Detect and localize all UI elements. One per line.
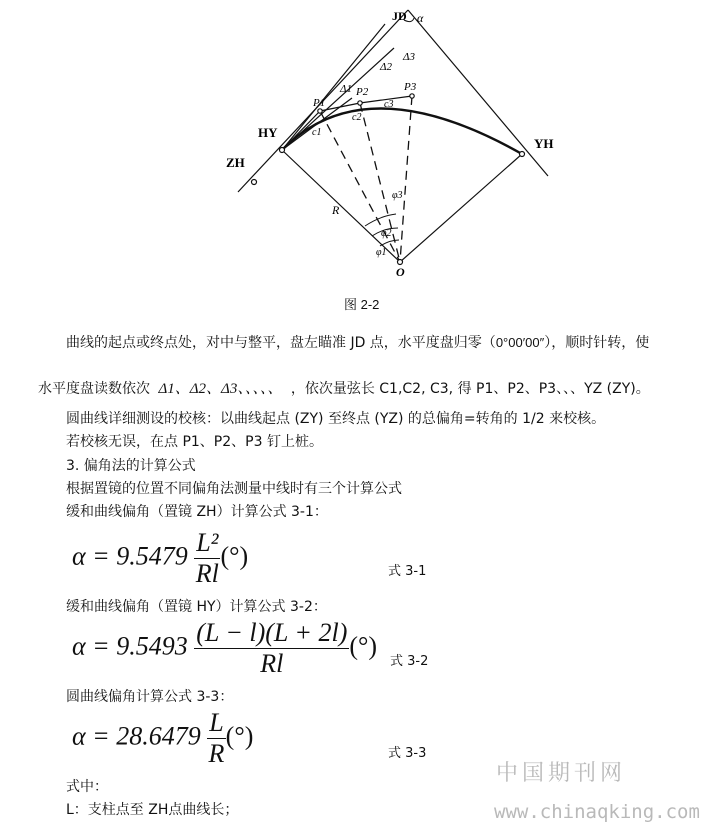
label-phi3: φ3	[392, 190, 403, 201]
label-c1: c1	[312, 127, 322, 138]
formula-3-2: α = 9.5493 $\frac{(L - l)(L + 2l)}{Rl}$ (°)	[72, 618, 378, 678]
label-yh: YH	[534, 136, 554, 151]
label-c2: c2	[352, 112, 362, 123]
label-hy: HY	[258, 125, 278, 140]
label-p3: P3	[404, 81, 417, 93]
label-p2: P2	[356, 86, 369, 98]
paragraph-11: L：支柱点至 ZH点曲线长；	[66, 802, 239, 818]
formula-3-1: α = 9.5479 $\frac{\text{L²}}{Rl}$ (°)	[72, 528, 249, 588]
paragraph-3: 圆曲线详细测设的校核：以曲线起点 (ZY) 至终点 (YZ) 的总偏角=转角的 1/2 来校核。	[66, 411, 606, 427]
paragraph-6: 根据置镜的位置不同偏角法测量中线时有三个计算公式	[66, 481, 402, 497]
paragraph-2: 水平度盘读数依次 Δ1、Δ2、Δ3、、、、、 ，依次量弦长 C1,C2, C3, 得 P1、P2、P3、、、YZ (ZY)。	[38, 381, 650, 397]
label-d2: Δ2	[380, 61, 392, 73]
section-heading: 3. 偏角法的计算公式	[66, 458, 196, 474]
paragraph-9: 圆曲线偏角计算公式 3-3：	[66, 689, 234, 705]
paragraph-10: 式中：	[66, 779, 108, 795]
figure-caption: 图 2-2	[344, 297, 380, 312]
watermark-cn: 中国期刊网	[496, 761, 627, 786]
label-alpha: α	[417, 11, 424, 25]
label-p1: P1	[313, 97, 326, 109]
label-o: O	[396, 265, 405, 279]
watermark-url: www.chinaqking.com	[494, 801, 700, 823]
formula-3-2-label: 式 3-2	[390, 654, 429, 669]
label-c3: c3	[384, 99, 394, 110]
paragraph-7: 缓和曲线偏角（置镜 ZH）计算公式 3-1：	[66, 504, 328, 520]
paragraph-1: 曲线的起点或终点处，对中与整平，盘左瞄准 JD 点，水平度盘归零（0°00′00″），顺时针转，使	[66, 335, 650, 351]
label-d3: Δ3	[403, 51, 415, 63]
paragraph-8: 缓和曲线偏角（置镜 HY）计算公式 3-2：	[66, 599, 327, 615]
label-d1: Δ1	[340, 83, 352, 95]
label-phi2: φ2	[381, 228, 392, 239]
formula-3-1-label: 式 3-1	[388, 564, 427, 579]
label-phi1: φ1	[376, 247, 387, 258]
label-zh: ZH	[226, 155, 245, 170]
label-r: R	[332, 203, 340, 217]
formula-3-3-label: 式 3-3	[388, 746, 427, 761]
delta-readings: Δ1、Δ2、Δ3、、、、、	[158, 381, 283, 397]
label-jd: JD	[392, 9, 407, 23]
paragraph-4: 若校核无误，在点 P1、P2、P3 钉上桩。	[66, 434, 323, 450]
formula-3-3: α = 28.6479 $\frac{L}{R}$ (°)	[72, 708, 254, 768]
zero-reading: 0°00′00″	[495, 335, 545, 350]
curve-diagram	[0, 0, 725, 320]
